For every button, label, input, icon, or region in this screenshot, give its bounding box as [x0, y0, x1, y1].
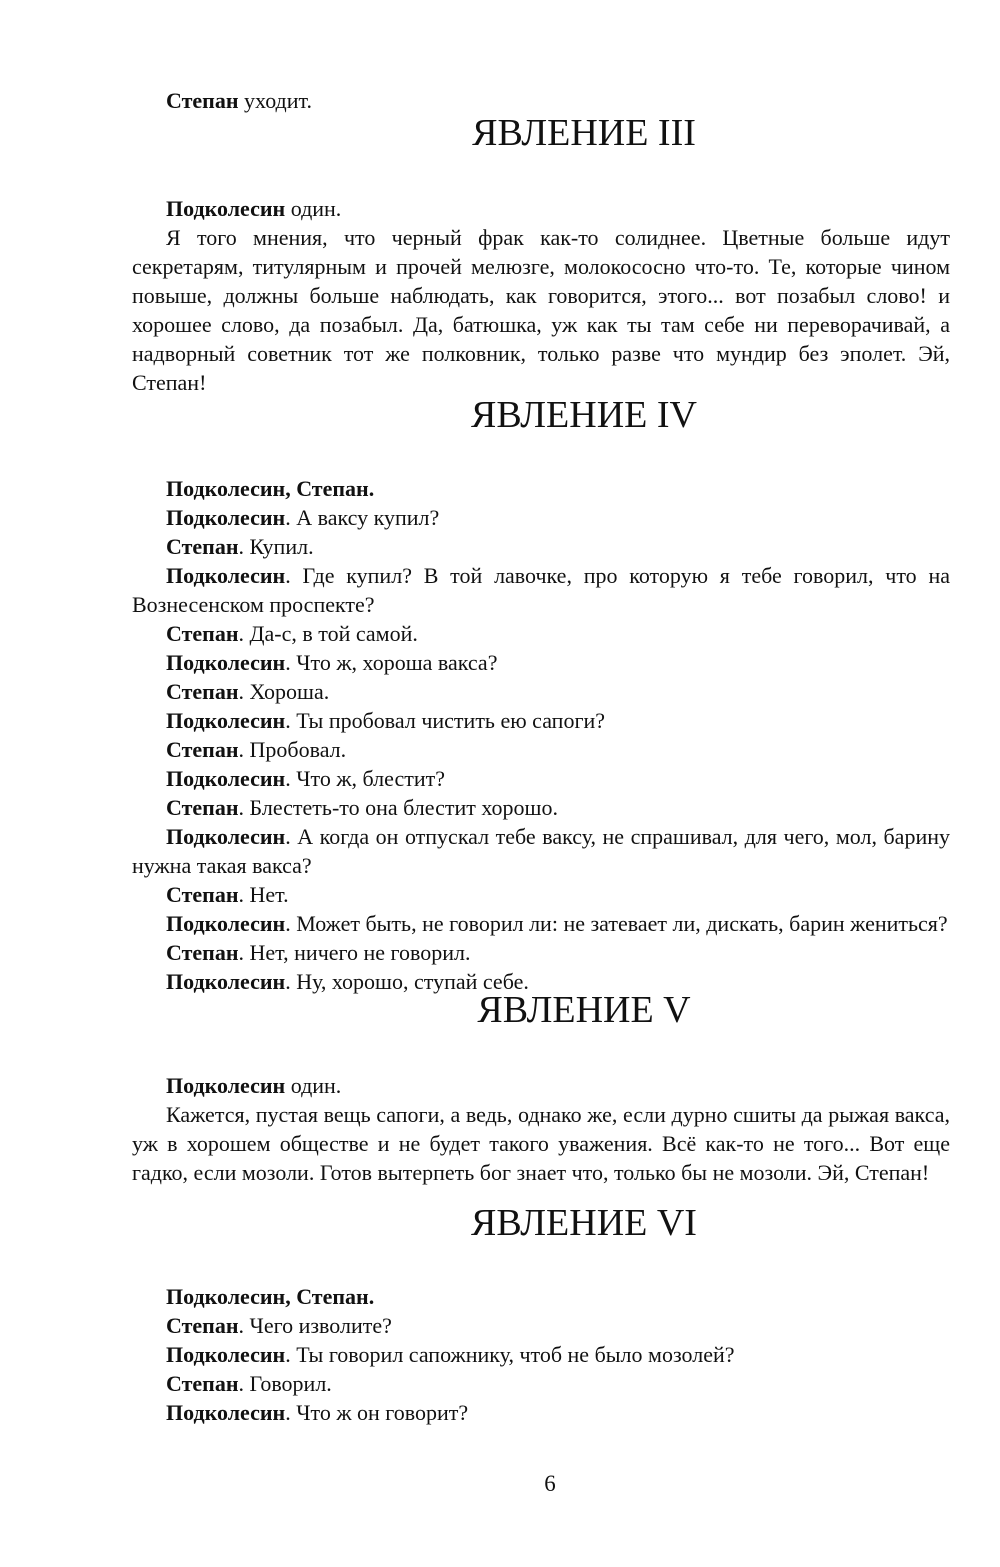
stage-direction	[132, 194, 950, 223]
scene-heading: ЯВЛЕНИЕ IV	[471, 394, 697, 436]
speaker-name: Степан	[166, 88, 239, 113]
speaker-name: Подколесин	[166, 505, 286, 530]
dialogue-line	[132, 503, 950, 532]
scene-heading: ЯВЛЕНИЕ V	[477, 989, 691, 1031]
line-text: . Да-с, в той самой.	[238, 621, 418, 646]
stage-direction	[132, 474, 950, 503]
line-text: Я того мнения, что черный фрак как-то солиднее. Цветные больше идут секретарям, титулярным и прочей мелюзге, молокососно что-то. Те, которые чином повыше, должны больше наблюдать, как говорится, этого... вот позабыл слово! и хорошее слово, да позабыл. Да, батюшка, уж как ты там себе ни переворачивай, а надворный советник тот же полковник, только разве что мундир без эполет. Эй, Степан!	[132, 225, 950, 395]
line-text: . Говорил.	[238, 1371, 332, 1396]
page-text	[132, 86, 950, 1427]
dialogue-line	[132, 735, 950, 764]
line-text: . А когда он отпускал тебе ваксу, не спрашивал, для чего, мол, барину нужна такая вакса?	[132, 824, 950, 878]
speaker-name: Степан	[166, 1371, 239, 1396]
speaker-name: Степан	[166, 940, 239, 965]
dialogue-line	[132, 1340, 950, 1369]
speaker-name: Подколесин	[166, 766, 286, 791]
speaker-name: Подколесин	[166, 969, 286, 994]
line-text: . Чего изволите?	[238, 1313, 392, 1338]
speaker-name: Подколесин	[166, 708, 286, 733]
dialogue-line	[132, 532, 950, 561]
monologue-paragraph	[132, 1100, 950, 1187]
line-text: . Ты пробовал чистить ею сапоги?	[285, 708, 606, 733]
speaker-name: Степан	[166, 737, 239, 762]
line-text: . Что ж, блестит?	[285, 766, 445, 791]
page-number: 6	[544, 1471, 556, 1496]
speaker-name: Подколесин	[166, 1073, 286, 1098]
line-text: . А ваксу купил?	[285, 505, 440, 530]
speaker-name: Подколесин	[166, 1400, 286, 1425]
line-text: Кажется, пустая вещь сапоги, а ведь, однако же, если дурно сшиты да рыжая вакса, уж в хорошем обществе и не будет такого уважения. Всё как-то не того... Вот еще гадко, если мозоли. Готов вытерпеть бог знает что, только бы не мозоли. Эй, Степан!	[132, 1102, 950, 1185]
dialogue-line	[132, 648, 950, 677]
dialogue-line	[132, 1369, 950, 1398]
speaker-name: Подколесин	[166, 650, 286, 675]
line-text: . Что ж, хороша вакса?	[285, 650, 498, 675]
stage-direction	[132, 86, 950, 115]
dialogue-line	[132, 793, 950, 822]
line-text: уходит.	[238, 88, 312, 113]
scene-heading: ЯВЛЕНИЕ VI	[471, 1202, 697, 1244]
scene-heading: ЯВЛЕНИЕ III	[472, 112, 696, 154]
speaker-name: Степан	[166, 534, 239, 559]
line-text: . Купил.	[238, 534, 314, 559]
line-text: . Что ж он говорит?	[285, 1400, 469, 1425]
dialogue-line	[132, 938, 950, 967]
stage-direction	[132, 1282, 950, 1311]
dialogue-line	[132, 1311, 950, 1340]
speaker-name: Подколесин, Степан.	[166, 476, 375, 501]
line-text: один.	[285, 1073, 342, 1098]
speaker-name: Степан	[166, 1313, 239, 1338]
line-text: . Ты говорил сапожнику, чтоб не было мозолей?	[285, 1342, 735, 1367]
monologue-paragraph	[132, 223, 950, 397]
dialogue-line	[132, 764, 950, 793]
speaker-name: Подколесин	[166, 824, 286, 849]
line-text: . Где купил? В той лавочке, про которую я тебе говорил, что на Вознесенском проспекте?	[132, 563, 950, 617]
line-text: . Нет.	[238, 882, 289, 907]
dialogue-line	[132, 1398, 950, 1427]
speaker-name: Степан	[166, 882, 239, 907]
line-text: . Может быть, не говорил ли: не затевает ли, дискать, барин жениться?	[285, 911, 948, 936]
stage-direction	[132, 1071, 950, 1100]
line-text: . Хороша.	[238, 679, 330, 704]
speaker-name: Подколесин	[166, 911, 286, 936]
dialogue-line	[132, 561, 950, 619]
dialogue-line	[132, 880, 950, 909]
speaker-name: Подколесин	[166, 196, 286, 221]
line-text: . Блестеть-то она блестит хорошо.	[238, 795, 558, 820]
dialogue-line	[132, 706, 950, 735]
line-text: . Ну, хорошо, ступай себе.	[285, 969, 529, 994]
dialogue-line	[132, 677, 950, 706]
line-text: . Пробовал.	[238, 737, 347, 762]
line-text: один.	[285, 196, 342, 221]
speaker-name: Степан	[166, 679, 239, 704]
speaker-name: Подколесин	[166, 1342, 286, 1367]
speaker-name: Степан	[166, 621, 239, 646]
speaker-name: Подколесин, Степан.	[166, 1284, 375, 1309]
line-text: . Нет, ничего не говорил.	[238, 940, 471, 965]
dialogue-line	[132, 619, 950, 648]
speaker-name: Подколесин	[166, 563, 286, 588]
speaker-name: Степан	[166, 795, 239, 820]
dialogue-line	[132, 822, 950, 880]
dialogue-line	[132, 909, 950, 938]
